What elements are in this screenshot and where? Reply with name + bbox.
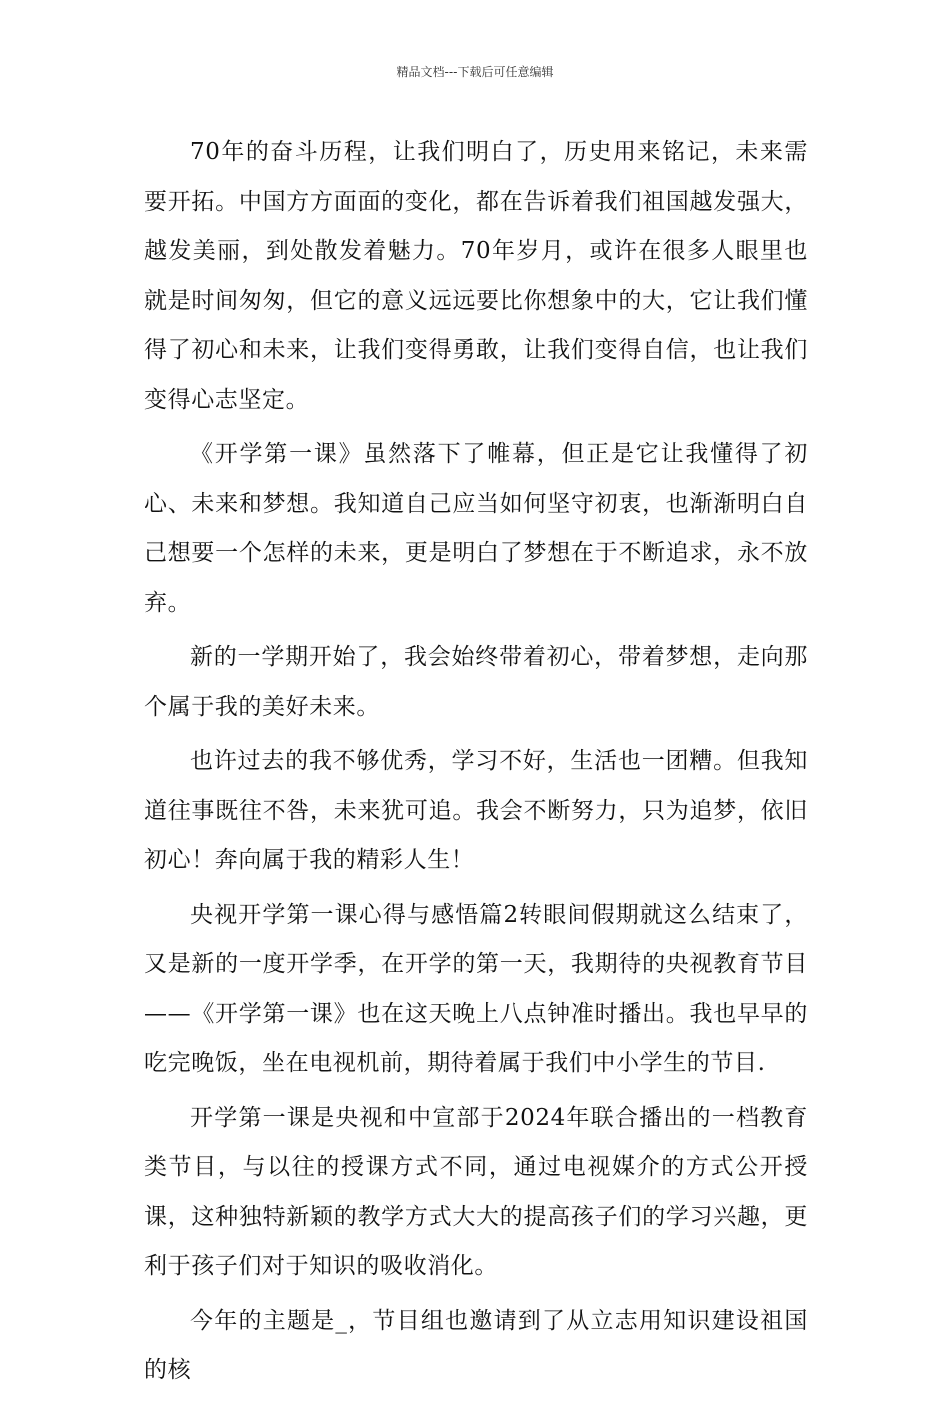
paragraph: 央视开学第一课心得与感悟篇2转眼间假期就这么结束了，又是新的一度开学季，在开学的第一天，我期待的央视教育节目——《开学第一课》也在这天晚上八点钟准时播出。我也早早的吃完晚饭，坐在电视机前，期待着属于我们中小学生的节目. (144, 901, 808, 1076)
paragraph: 新的一学期开始了，我会始终带着初心，带着梦想，走向那个属于我的美好未来。 (144, 644, 808, 720)
page-header: 精品文档---下载后可任意编辑 (396, 65, 554, 79)
paragraph: 开学第一课是央视和中宣部于2024年联合播出的一档教育类节目，与以往的授课方式不同，通过电视媒介的方式公开授课，这种独特新颖的教学方式大大的提高孩子们的学习兴趣，更利于孩子们对于知识的吸收消化。 (144, 1104, 808, 1279)
paragraph: 今年的主题是_，节目组也邀请到了从立志用知识建设祖国的核 (144, 1307, 808, 1383)
paragraph: 也许过去的我不够优秀，学习不好，生活也一团糟。但我知道往事既往不咎，未来犹可追。我会不断努力，只为追梦，依旧初心！奔向属于我的精彩人生！ (144, 748, 808, 873)
document-body (144, 128, 808, 1401)
paragraph: 70年的奋斗历程，让我们明白了，历史用来铭记，未来需要开拓。中国方方面面的变化，都在告诉着我们祖国越发强大，越发美丽，到处散发着魅力。70年岁月，或许在很多人眼里也就是时间匆匆，但它的意义远远要比你想象中的大，它让我们懂得了初心和未来，让我们变得勇敢，让我们变得自信，也让我们变得心志坚定。 (144, 139, 808, 413)
paragraph: 《开学第一课》虽然落下了帷幕，但正是它让我懂得了初心、未来和梦想。我知道自己应当如何坚守初衷，也渐渐明白自己想要一个怎样的未来，更是明白了梦想在于不断追求，永不放弃。 (144, 441, 808, 616)
